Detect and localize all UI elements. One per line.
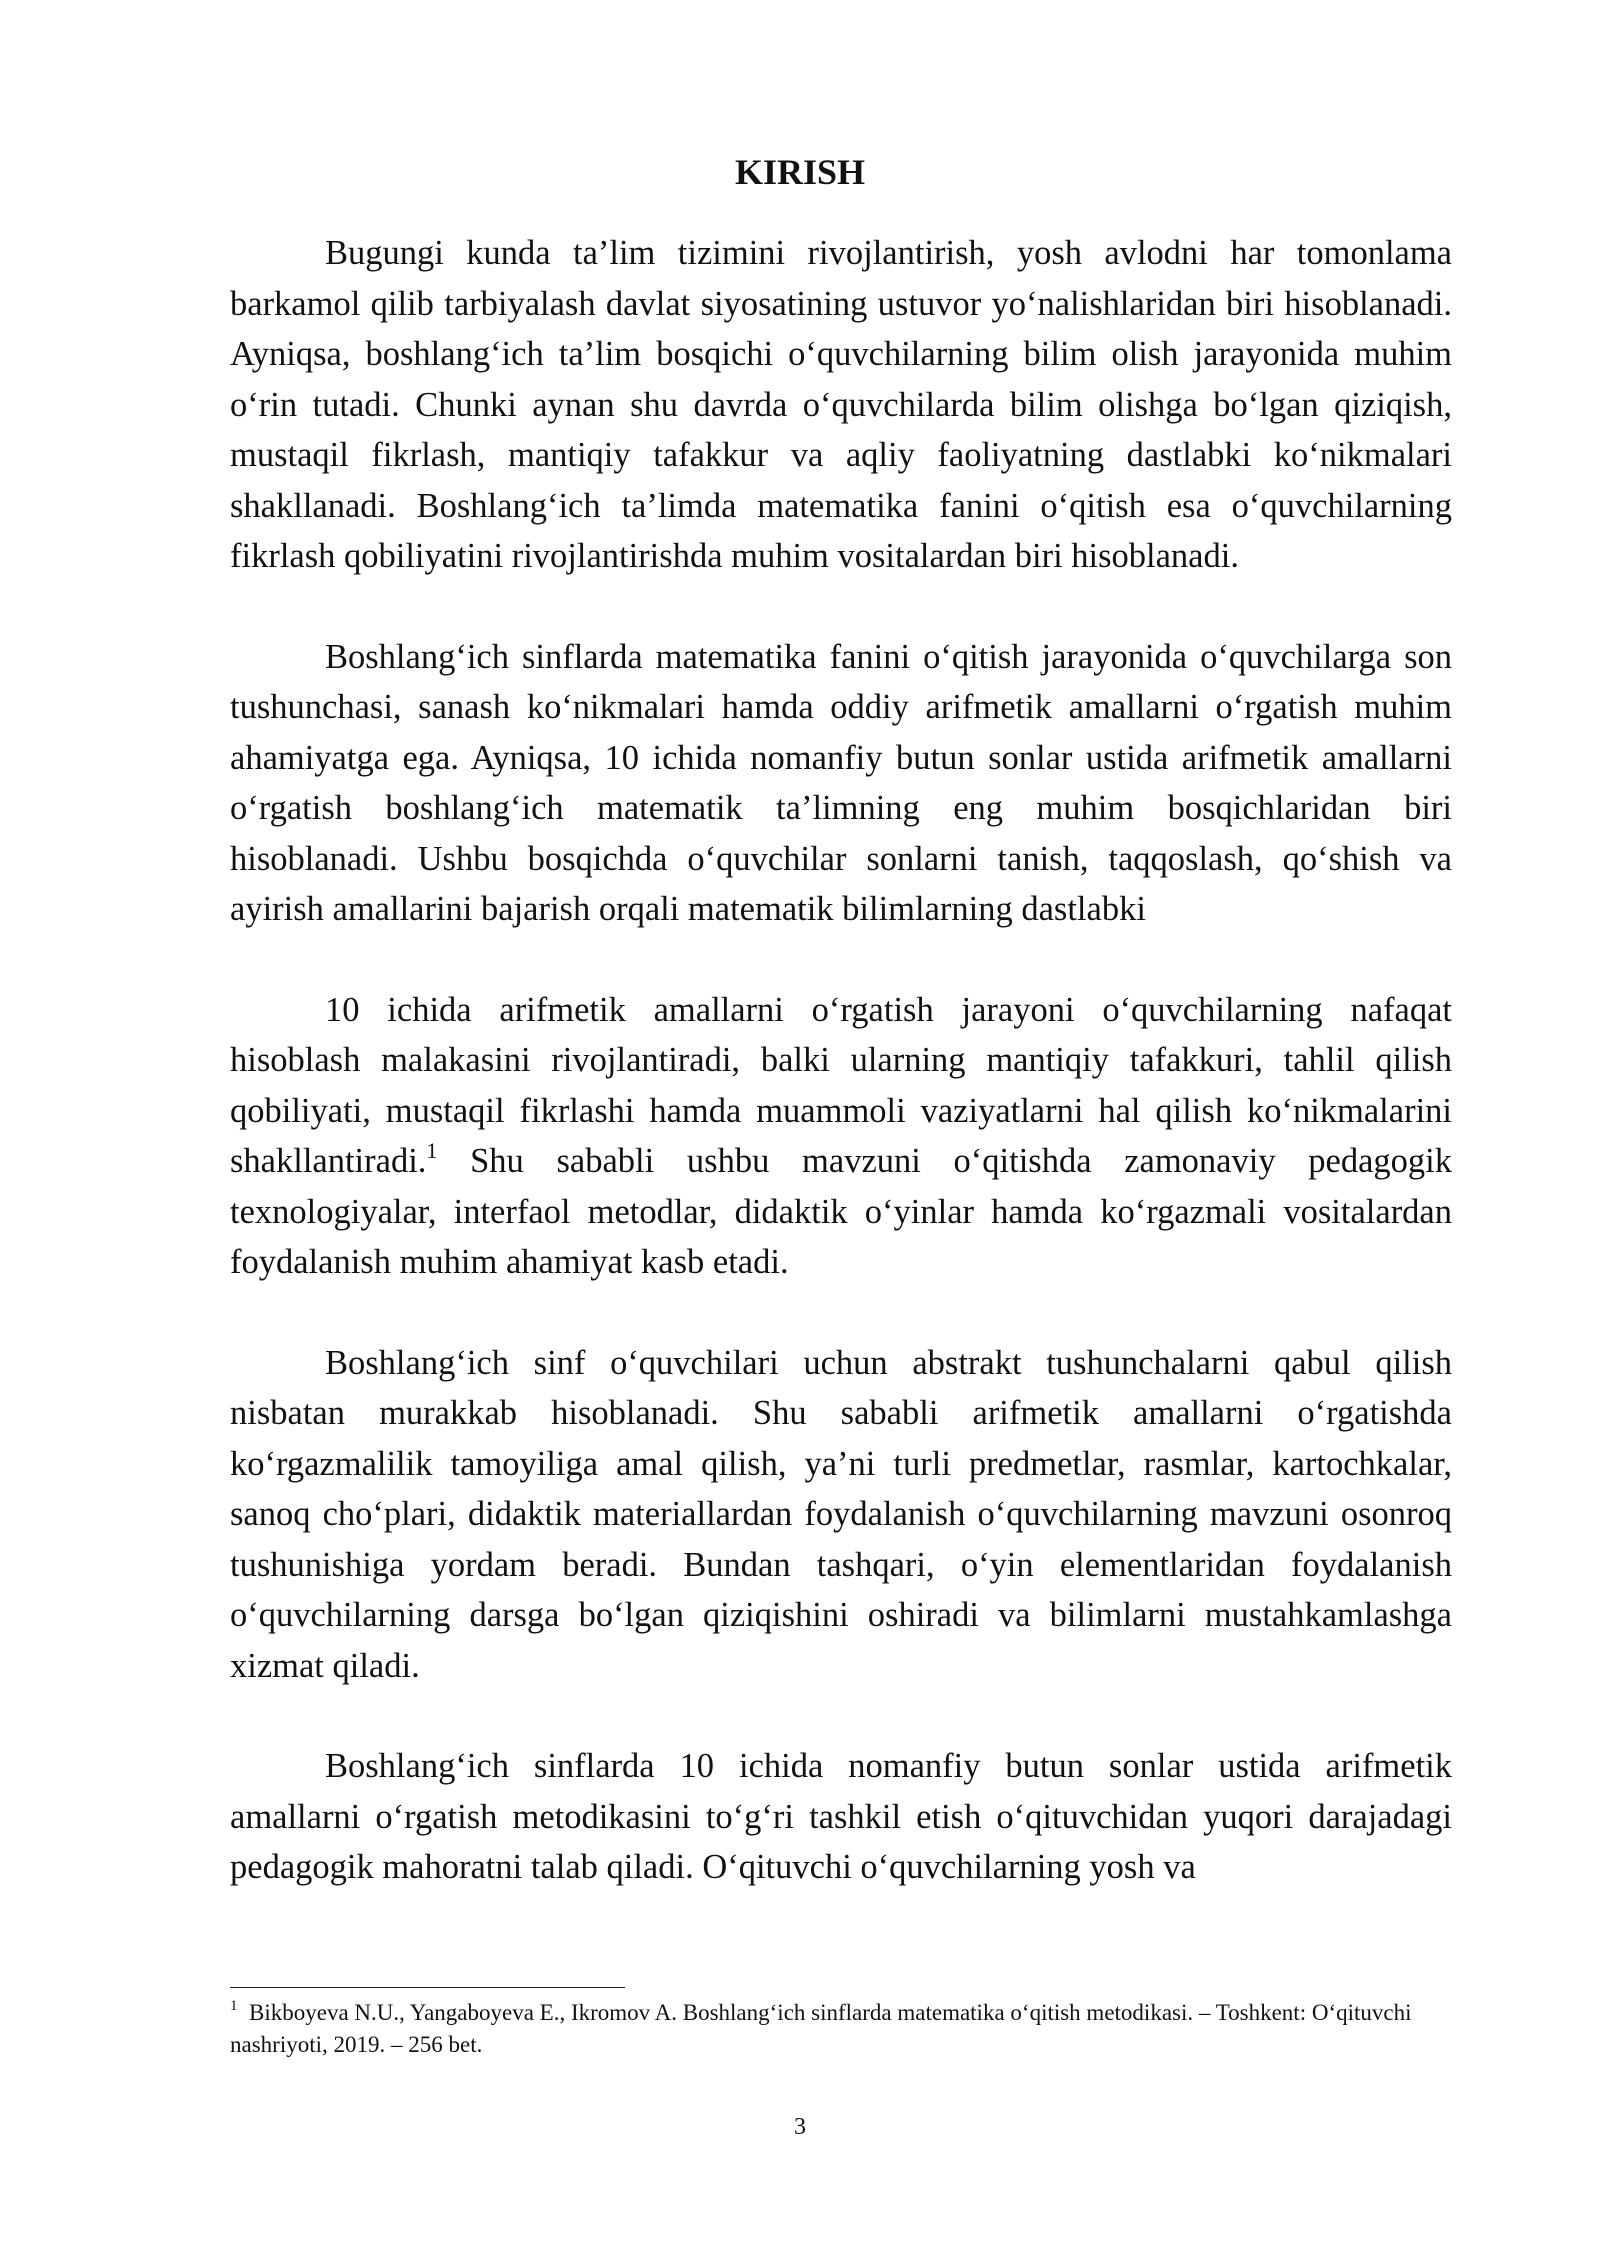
paragraph-1: Bugungi kunda ta’lim tizimini rivojlantirish, yosh avlodni har tomonlama barkamol qilib tarbiyalash davlat siyosatining ustuvor yo‘nalishlaridan biri hisoblanadi. Ayniqsa, boshlang‘ich ta’lim bosqichi o‘quvchilarning bilim olish jarayonida muhim o‘rin tutadi. Chunki aynan shu davrda o‘quvchilarda bilim olishga bo‘lgan qiziqish, mustaqil fikrlash, mantiqiy tafakkur va aqliy faoliyatning dastlabki ko‘nikmalari shakllanadi. Boshlang‘ich ta’limda matematika fanini o‘qitish esa o‘quvchilarning fikrlash qobiliyatini rivojlantirishda muhim vositalardan biri hisoblanadi. — [230, 234, 1452, 575]
paragraph-4: Boshlang‘ich sinf o‘quvchilari uchun abstrakt tushunchalarni qabul qilish nisbatan murakkab hisoblanadi. Shu sababli arifmetik amallarni o‘rgatishda ko‘rgazmalilik tamoyiliga amal qilish, ya’ni turli predmetlar, rasmlar, kartochkalar, sanoq cho‘plari, didaktik materiallardan foydalanish o‘quvchilarning mavzuni osonroq tushunishiga yordam beradi. Bundan tashqari, o‘yin elementlaridan foydalanish o‘quvchilarning darsga bo‘lgan qiziqishini oshiradi va bilimlarni mustahkamlashga xizmat qiladi. — [230, 1343, 1452, 1685]
body-text — [230, 228, 1452, 1943]
paragraph-3-text-after-note: Shu sababli ushbu mavzuni o‘qitishda zamonaviy pedagogik texnologiyalar, interfaol metodlar, didaktik o‘yinlar hamda ko‘rgazmali vositalardan foydalanish muhim ahamiyat kasb etadi. — [230, 1142, 1452, 1281]
paragraph-2: Boshlang‘ich sinflarda matematika fanini o‘qitish jarayonida o‘quvchilarga son tushunchasi, sanash ko‘nikmalari hamda oddiy arifmetik amallarni o‘rgatish muhim ahamiyatga ega. Ayniqsa, 10 ichida nomanfiy butun sonlar ustida arifmetik amallarni o‘rgatish boshlang‘ich matematik ta’limning eng muhim bosqichlaridan biri hisoblanadi. Ushbu bosqichda o‘quvchilar sonlarni tanish, taqqoslash, qo‘shish va ayirish amallarini bajarish orqali matematik bilimlarning dastlabki — [230, 637, 1452, 928]
page-title: KIRISH — [734, 152, 866, 192]
paragraph-3 — [230, 985, 1452, 1288]
paragraph-5: Boshlang‘ich sinflarda 10 ichida nomanfiy butun sonlar ustida arifmetik amallarni o‘rgatish metodikasini to‘g‘ri tashkil etish o‘qituvchidan yuqori darajadagi pedagogik mahoratni talab qiladi. O‘qituvchi o‘quvchilarning yosh va — [230, 1747, 1452, 1886]
footnote-text: Bikboyeva N.U., Yangaboyeva E., Ikromov A. Boshlang‘ich sinflarda matematika o‘qitish metodikasi. – Toshkent: O‘qituvchi nashriyoti, 2019. – 256 bet. — [230, 2000, 1412, 2057]
footnote-reference[interactable]: 1 — [426, 1137, 438, 1163]
page-number: 3 — [794, 2114, 806, 2140]
footnote-marker: 1 — [230, 1998, 238, 2015]
paragraph-3-text-before-note: 10 ichida arifmetik amallarni o‘rgatish jarayoni o‘quvchilarning nafaqat hisoblash malakasini rivojlantiradi, balki ularning mantiqiy tafakkuri, tahlil qilish qobiliyati, mustaqil fikrlashi hamda muammoli vaziyatlarni hal qilish ko‘nikmalarini shakllantiradi. — [230, 990, 1452, 1180]
footnote — [230, 1997, 1452, 2061]
footnote-separator — [230, 1987, 625, 1988]
